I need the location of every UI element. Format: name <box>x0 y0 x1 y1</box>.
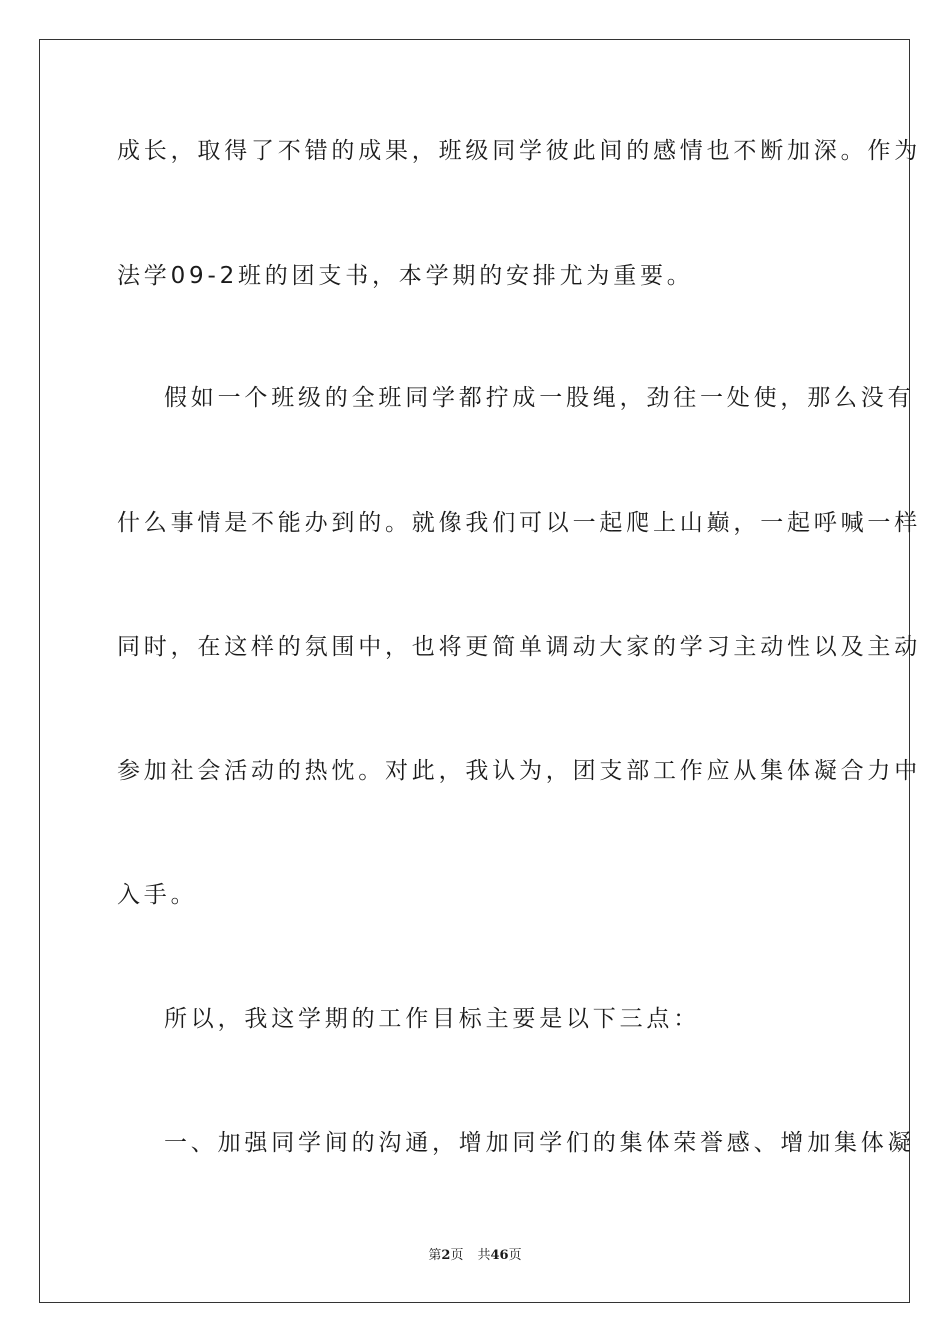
page-label-suffix: 页 <box>450 1248 464 1263</box>
total-label-prefix: 共 <box>477 1248 491 1263</box>
page-number: 2 <box>441 1248 451 1263</box>
text-line-8: 所以，我这学期的工作目标主要是以下三点： <box>164 1006 700 1032</box>
text-line-5: 同时，在这样的氛围中，也将更简单调动大家的学习主动性以及主动 <box>117 634 921 660</box>
text-line-7: 入手。 <box>117 882 198 908</box>
text-line-6: 参加社会活动的热忱。对此，我认为，团支部工作应从集体凝合力中 <box>117 758 921 784</box>
page-border <box>39 39 910 1303</box>
page-label-prefix: 第 <box>428 1248 442 1263</box>
total-pages: 46 <box>490 1248 509 1263</box>
text-line-9: 一、加强同学间的沟通，增加同学们的集体荣誉感、增加集体凝 <box>164 1130 915 1156</box>
text-line-2: 法学09-2班的团支书，本学期的安排尤为重要。 <box>117 263 694 289</box>
page-footer <box>0 1247 950 1265</box>
text-line-3: 假如一个班级的全班同学都拧成一股绳，劲往一处使，那么没有 <box>164 385 915 411</box>
text-line-1: 成长，取得了不错的成果，班级同学彼此间的感情也不断加深。作为 <box>117 138 921 164</box>
text-line-4: 什么事情是不能办到的。就像我们可以一起爬上山巅，一起呼喊一样 <box>117 510 921 536</box>
total-label-suffix: 页 <box>508 1248 522 1263</box>
